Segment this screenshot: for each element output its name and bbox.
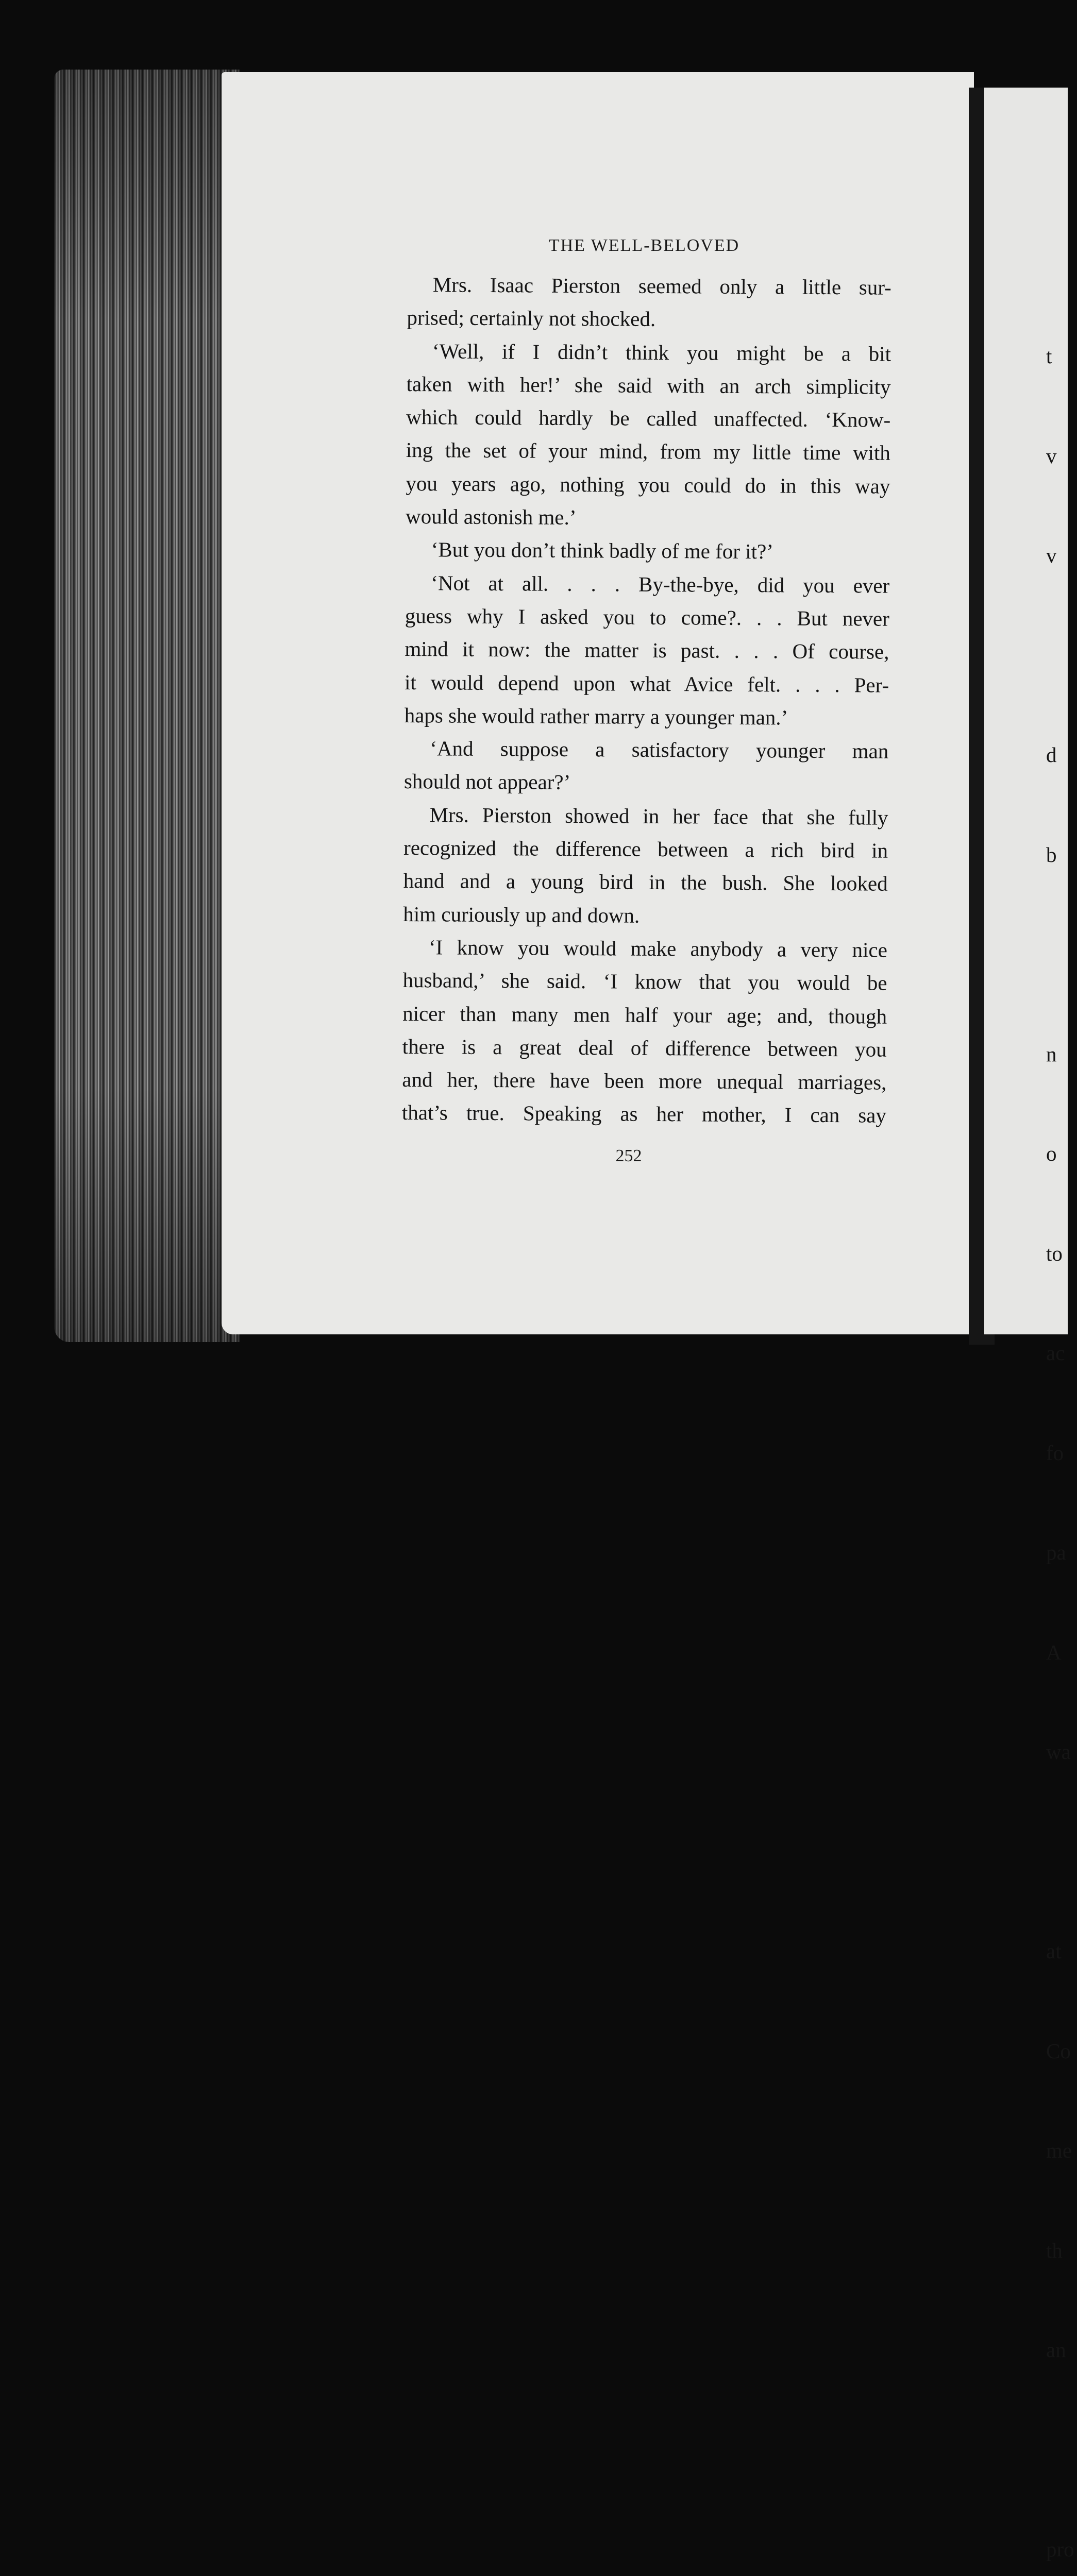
text-line: haps she would rather marry a younger man.’: [404, 703, 788, 730]
text-line: prised; certainly not shocked.: [407, 306, 656, 331]
text-line: ‘But you don’t think badly of me for it?’: [431, 537, 774, 564]
facing-fragment: [1046, 1835, 1077, 1869]
facing-fragment: A: [1046, 1640, 1062, 1664]
facing-fragment: th: [1046, 2238, 1063, 2262]
facing-fragment: ac: [1046, 1341, 1065, 1365]
text-line: guess why I asked you to come?. . . But never: [405, 603, 889, 631]
facing-fragment: pa: [1046, 1540, 1066, 1564]
text-line: mind it now: the matter is past. . . . Of course,: [405, 637, 889, 664]
facing-fragment: [1046, 639, 1077, 672]
page-text: [402, 268, 891, 1132]
text-line: should not appear?’: [403, 769, 571, 794]
text-line: ‘Not at all. . . . By-the-bye, did you ever: [431, 570, 890, 598]
facing-fragment: v: [1046, 544, 1057, 567]
facing-fragment: v: [1046, 444, 1057, 468]
facing-fragment: fo: [1046, 1440, 1064, 1465]
facing-fragment: b: [1046, 842, 1057, 867]
text-line: which could hardly be called unaffected. ‘Know-: [406, 405, 891, 432]
facing-fragment: wa: [1046, 1740, 1071, 1764]
text-line: nicer than many men half your age; and, though: [402, 1001, 887, 1028]
text-line: hand and a young bird in the bush. She looked: [403, 869, 888, 896]
text-line: ‘I know you would make anybody a very nice: [428, 935, 888, 962]
text-line: Mrs. Pierston showed in her face that she fully: [429, 803, 888, 829]
text-line: recognized the difference between a rich bird in: [403, 836, 888, 862]
text-line: ‘Well, if I didn’t think you might be a bit: [432, 338, 891, 366]
facing-page-text: [1046, 273, 1077, 2576]
facing-fragment: pro: [1046, 2537, 1074, 2561]
text-line: Mrs. Isaac Pierston seemed only a little sur-: [432, 273, 891, 299]
page-number: 252: [615, 1146, 642, 1165]
text-line: ‘And suppose a satisfactory younger man: [430, 736, 889, 763]
facing-fragment: [1046, 938, 1077, 971]
facing-fragment: me: [1046, 2139, 1072, 2162]
facing-fragment: an: [1046, 2338, 1066, 2362]
facing-fragment: Co: [1046, 2039, 1071, 2063]
text-line: taken with her!’ she said with an arch simplicity: [406, 371, 891, 399]
facing-fragment: n: [1046, 1042, 1057, 1066]
text-line: would astonish me.’: [405, 504, 577, 530]
text-line: ing the set of your mind, from my little time with: [406, 438, 890, 465]
fore-edge-shadow: [54, 70, 240, 1342]
text-line: it would depend upon what Avice felt. . . . Per-: [404, 670, 889, 697]
text-line: husband,’ she said. ‘I know that you would be: [402, 968, 887, 995]
text-line: there is a great deal of difference between you: [402, 1034, 887, 1061]
facing-fragment: d: [1046, 743, 1057, 767]
text-line: that’s true. Speaking as her mother, I can say: [401, 1100, 887, 1128]
text-line: you years ago, nothing you could do in this way: [406, 471, 890, 498]
text-line: and her, there have been more unequal marriages,: [402, 1067, 887, 1094]
facing-fragment: [1046, 2433, 1077, 2467]
text-line: him curiously up and down.: [403, 902, 640, 927]
facing-fragment: t: [1046, 344, 1052, 368]
running-head: THE WELL-BELOVED: [548, 236, 740, 255]
facing-fragment: o: [1046, 1142, 1057, 1165]
facing-fragment: at: [1046, 1939, 1062, 1963]
facing-fragment: to: [1046, 1241, 1063, 1265]
